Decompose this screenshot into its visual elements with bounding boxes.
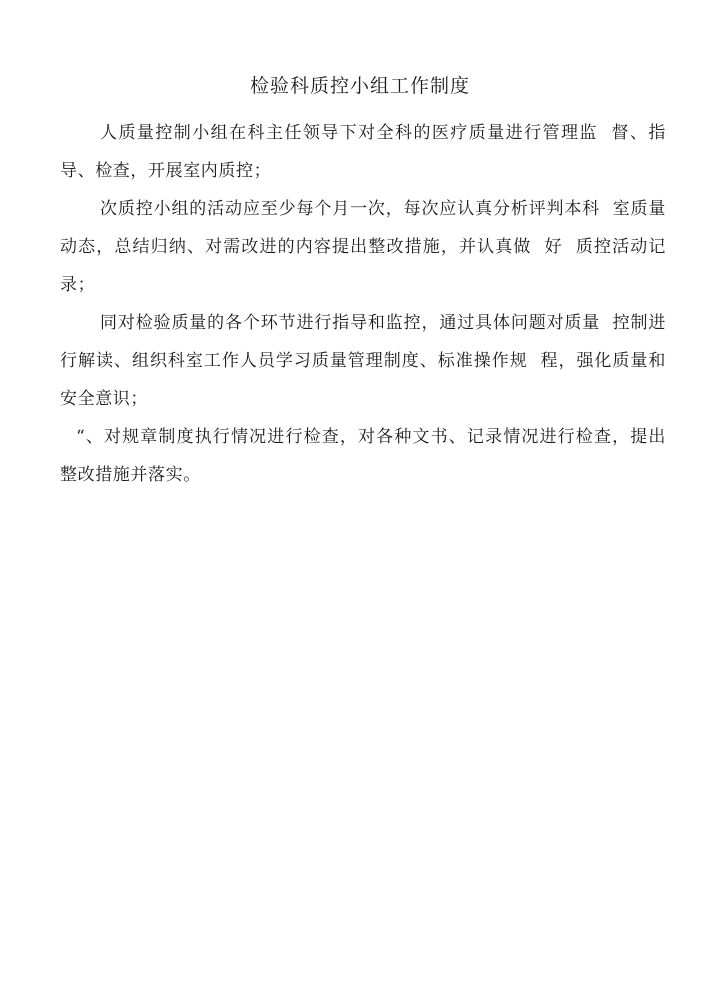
paragraph-3: 同对检验质量的各个环节进行指导和监控，通过具体问题对质量 控制进行解读、组织科室工作人员学习质量管理制度、标准操作规 程，强化质量和安全意识； xyxy=(60,313,666,409)
paragraph-2: 次质控小组的活动应至少每个月一次，每次应认真分析评判本科 室质量动态，总结归纳、对需改进的内容提出整改措施，并认真做 好 质控活动记录； xyxy=(60,199,666,295)
document-body xyxy=(60,114,666,494)
document-title: 检验科质控小组工作制度 xyxy=(249,75,470,97)
paragraph-4: “、对规章制度执行情况进行检查，对各种文书、记录情况进行检查，提出整改措施并落实。 xyxy=(60,427,666,485)
paragraph-1: 人质量控制小组在科主任领导下对全科的医疗质量进行管理监 督、指导、检查，开展室内质控； xyxy=(60,123,666,181)
